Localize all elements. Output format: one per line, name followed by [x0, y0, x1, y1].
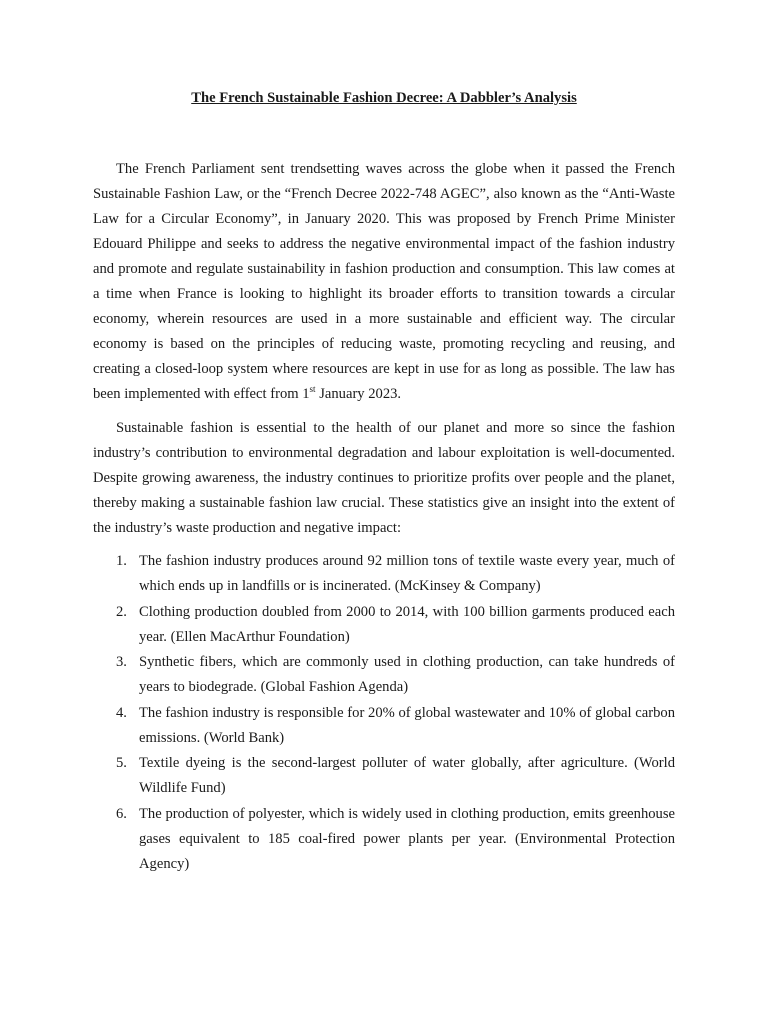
paragraph-intro	[93, 157, 675, 407]
list-item-text: The production of polyester, which is widely used in clothing production, emits greenhouse gases equivalent to 185 coal-fired power plants per year. (Environmental Protection Agency)	[139, 805, 675, 872]
list-item-text: The fashion industry produces around 92 million tons of textile waste every year, much of which ends up in landfills or is incinerated. (McKinsey & Company)	[139, 553, 675, 594]
list-item-number: 4.	[116, 704, 127, 721]
list-item-text: The fashion industry is responsible for 20% of global wastewater and 10% of global carbon emissions. (World Bank)	[139, 704, 675, 746]
list-item	[93, 549, 675, 599]
list-item-number: 3.	[116, 654, 127, 670]
list-item-text: Clothing production doubled from 2000 to 2014, with 100 billion garments produced each year. (Ellen MacArthur Foundation)	[139, 603, 675, 645]
list-item-number: 1.	[116, 553, 127, 569]
list-item-number: 5.	[116, 755, 127, 771]
document-title: The French Sustainable Fashion Decree: A Dabbler’s Analysis	[191, 90, 577, 106]
list-item	[93, 650, 675, 700]
statistics-list	[93, 549, 675, 877]
ordinal-suffix: st	[309, 384, 316, 395]
paragraph-sustainable-fashion: Sustainable fashion is essential to the health of our planet and more so since the fashion industry’s contribution to environmental degradation and labour exploitation is well-documented. Despite growing awareness, the industry continues to prioritize profits over people and the planet, thereby making a sustainable fashion law crucial. These statistics give an insight into the extent of the industry’s waste production and negative impact:	[93, 420, 675, 536]
list-item	[93, 701, 675, 751]
list-item	[93, 600, 675, 650]
paragraph-intro-tail: January 2023.	[315, 386, 402, 402]
paragraph-intro-text: The French Parliament sent trendsetting waves across the globe when it passed the French Sustainable Fashion Law, or the “French Decree 2022-748 AGEC”, also known as the “Anti-Waste Law for a Circular Economy”, in January 2020. This was proposed by French Prime Minister Edouard Philippe and seeks to address the negative environmental impact of the fashion industry and promote and regulate sustainability in fashion production and consumption. This law comes at a time when France is looking to highlight its broader efforts to transition towards a circular economy, wherein resources are used in a more sustainable and efficient way. The circular economy is based on the principles of reducing waste, promoting recycling and reusing, and creating a closed-loop system where resources are kept in use for as long as possible. The law has been implemented with effect from 1	[93, 161, 675, 402]
list-item	[93, 802, 675, 877]
list-item-text: Synthetic fibers, which are commonly used in clothing production, can take hundreds of years to biodegrade. (Global Fashion Agenda)	[139, 654, 675, 695]
list-item-text: Textile dyeing is the second-largest polluter of water globally, after agriculture. (World Wildlife Fund)	[139, 755, 675, 796]
list-item	[93, 751, 675, 801]
list-item-number: 6.	[116, 805, 127, 822]
document-page	[93, 0, 675, 877]
list-item-number: 2.	[116, 603, 127, 620]
